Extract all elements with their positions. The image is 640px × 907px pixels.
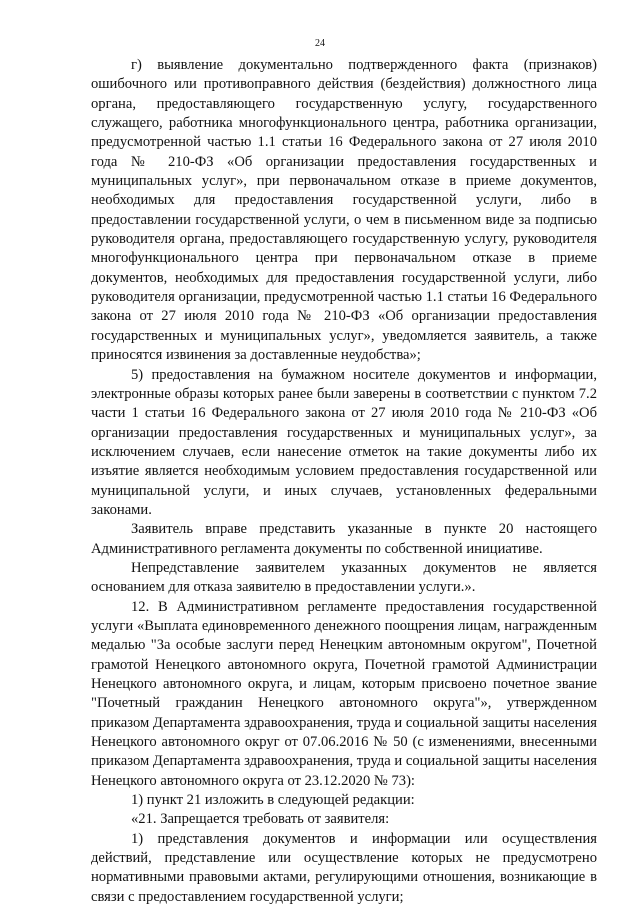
- paragraph-21-prohibited: «21. Запрещается требовать от заявителя:: [131, 811, 390, 828]
- paragraph-12-regulation: 12. В Административном регламенте предоставления государственной услуги «Выплата единовременного денежного поощрения лицам, награжденным медалью "За особые заслуги перед Ненецким автономным округом", Почетной грамотой Ненецкого автономного округа, Почетной грамотой Администрации Ненецкого автономного округа, и лицам, которым присвоено почетное звание "Почетный гражданин Ненецкого автономного округа"», утвержденном приказом Департамента здравоохранения, труда и социальной защиты населения Ненецкого автономного округ от 07.06.2016 № 50 (с изменениями, внесенными приказом Департамента здравоохранения, труда и социальной защиты населения Ненецкого автономного округа от 23.12.2020 № 73):: [91, 598, 597, 789]
- paragraph-1-item21: 1) пункт 21 изложить в следующей редакции:: [131, 792, 415, 809]
- paragraph-applicant-right: Заявитель вправе представить указанные в пункте 20 настоящего Административного регламента документы по собственной инициативе.: [91, 521, 597, 557]
- paragraph-1-documents: 1) представления документов и информации или осуществления действий, представление или осуществление которых не предусмотрено нормативными правовыми актами, регулирующими отношения, возникающие в связи с предоставлением государственной услуги;: [91, 830, 597, 905]
- page-number: 24: [315, 38, 325, 49]
- paragraph-g-apology: г) выявление документально подтвержденного факта (признаков) ошибочного или противоправного действия (бездействия) должностного лица органа, предоставляющего государственную услугу, государственного служащего, работника многофункционального центра, работника организации, предусмотренной частью 1.1 статьи 16 Федерального закона от 27 июля 2010 года № 210-ФЗ «Об организации предоставления государственных и муниципальных услуг», при первоначальном отказе в приеме документов, необходимых для предоставления государственной услуги, либо в предоставлении государственной услуги, о чем в письменном виде за подписью руководителя органа, предоставляющего государственную услугу, руководителя многофункционального центра при первоначальном отказе в приеме документов, необходимых для предоставления государственной услуги, либо руководителя организации, предусмотренной частью 1.1 статьи 16 Федерального закона от 27 июля 2010 года № 210-ФЗ «Об организации предоставления государственных и муниципальных услуг», уведомляется заявитель, а также приносятся извинения за доставленные неудобства»;: [91, 57, 597, 364]
- paragraph-non-submission: Непредставление заявителем указанных документов не является основанием для отказа заявителю в предоставлении услуги.».: [91, 559, 597, 596]
- document-body: [91, 56, 597, 907]
- paragraph-5-paper-documents: 5) предоставления на бумажном носителе документов и информации, электронные образы которых ранее были заверены в соответствии с пунктом 7.2 части 1 статьи 16 Федерального закона от 27 июля 2010 года № 210-ФЗ «Об организации предоставления государственных и муниципальных услуг», за исключением случаев, если нанесение отметок на такие документы либо их изъятие является необходимым условием предоставления государственной или муниципальной услуги, и иных случаев, установленных федеральными законами.: [91, 366, 597, 518]
